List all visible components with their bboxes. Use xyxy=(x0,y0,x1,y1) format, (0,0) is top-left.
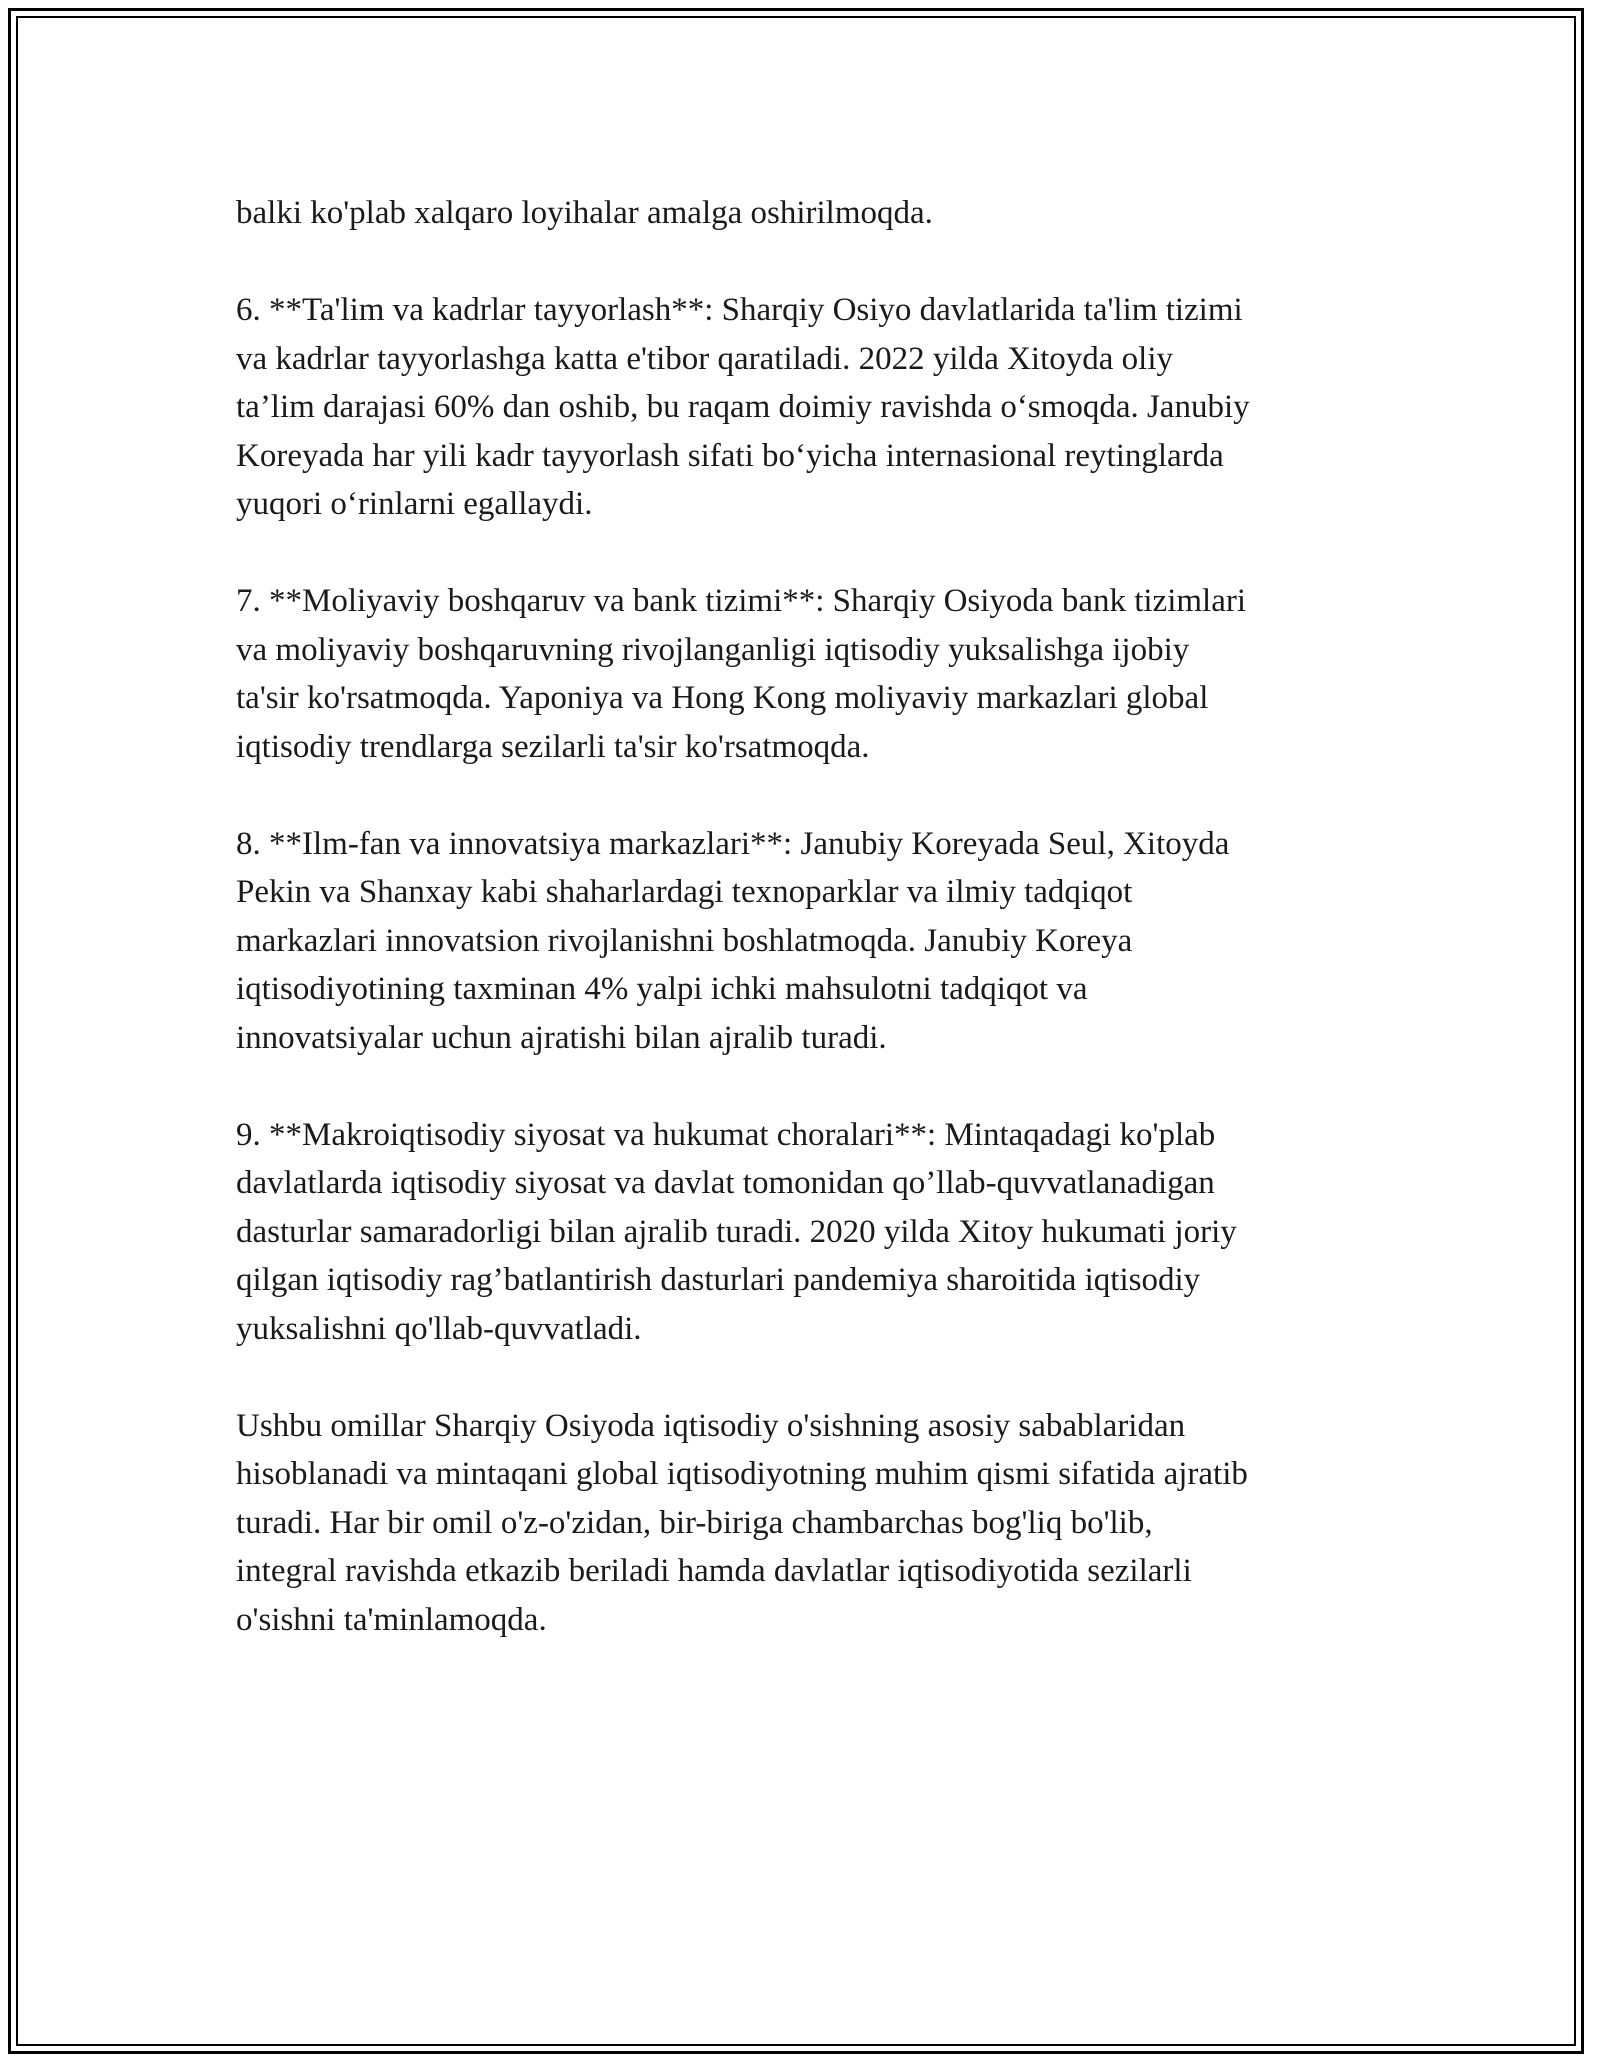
paragraph-item-9-policy: 9. **Makroiqtisodiy siyosat va hukumat choralari**: Mintaqadagi ko'plab davlatlarda iqtisodiy siyosat va davlat tomonidan qo’llab-quvvatlanadigan dasturlar samaradorligi bilan ajralib turadi. 2020 yilda Xitoy hukumati joriy qilgan iqtisodiy rag’batlantirish dasturlari pandemiya sharoitida iqtisodiy yuksalishni qo'llab-quvvatladi. xyxy=(236,1116,1237,1347)
document-body xyxy=(236,189,1376,1693)
paragraph-item-8-science: 8. **Ilm-fan va innovatsiya markazlari**: Janubiy Koreyada Seul, Xitoyda Pekin va Shanxay kabi shaharlardagi texnoparklar va ilmiy tadqiqot markazlari innovatsion rivojlanishni boshlatmoqda. Janubiy Koreya iqtisodiyotining taxminan 4% yalpi ichki mahsulotni tadqiqot va innovatsiyalar uchun ajratishi bilan ajralib turadi. xyxy=(236,825,1230,1056)
paragraph-continuation: balki ko'plab xalqaro loyihalar amalga oshirilmoqda. xyxy=(236,195,933,231)
paragraph-conclusion: Ushbu omillar Sharqiy Osiyoda iqtisodiy o'sishning asosiy sabablaridan hisoblanadi va mintaqani global iqtisodiyotning muhim qismi sifatida ajratib turadi. Har bir omil o'z-o'zidan, bir-biriga chambarchas bog'liq bo'lib, integral ravishda etkazib beriladi hamda davlatlar iqtisodiyotida sezilarli o'sishni ta'minlamoqda. xyxy=(236,1407,1248,1638)
paragraph-item-6-education: 6. **Ta'lim va kadrlar tayyorlash**: Sharqiy Osiyo davlatlarida ta'lim tizimi va kadrlar tayyorlashga katta e'tibor qaratiladi. 2022 yilda Xitoyda oliy ta’lim darajasi 60% dan oshib, bu raqam doimiy ravishda o‘smoqda. Janubiy Koreyada har yili kadr tayyorlash sifati bo‘yicha internasional reytinglarda yuqori o‘rinlarni egallaydi. xyxy=(236,292,1250,522)
paragraph-item-7-finance: 7. **Moliyaviy boshqaruv va bank tizimi**: Sharqiy Osiyoda bank tizimlari va moliyaviy boshqaruvning rivojlanganligi iqtisodiy yuksalishga ijobiy ta'sir ko'rsatmoqda. Yaponiya va Hong Kong moliyaviy markazlari global iqtisodiy trendlarga sezilarli ta'sir ko'rsatmoqda. xyxy=(236,583,1247,765)
